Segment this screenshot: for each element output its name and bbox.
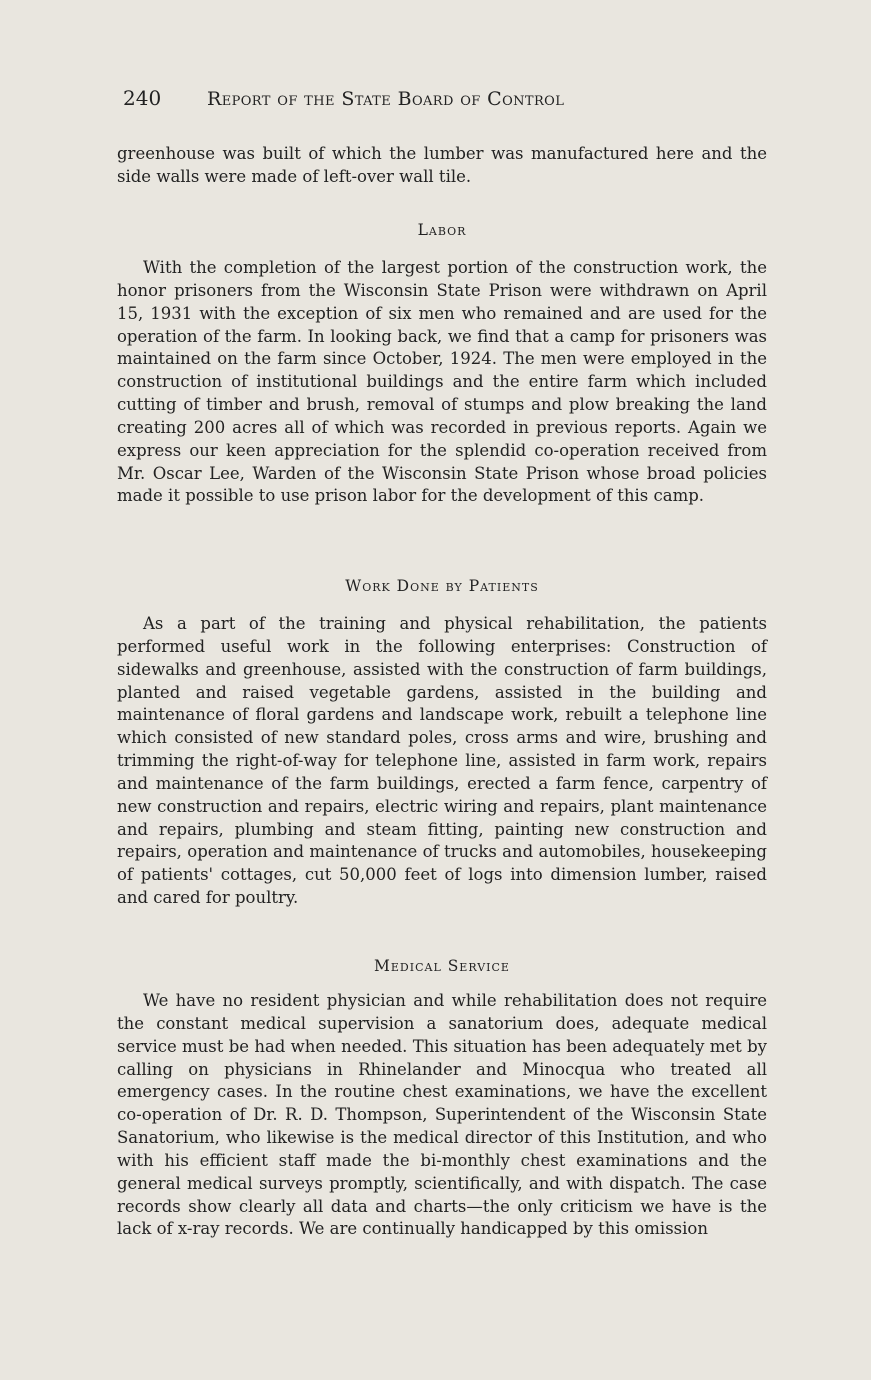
medical-heading: Medical Service: [374, 957, 510, 975]
medical-section: [117, 990, 767, 1241]
labor-heading: Labor: [417, 221, 467, 239]
page-header: [123, 86, 703, 116]
intro-paragraph: greenhouse was built of which the lumber was manufactured here and the side walls were made of left-over wall tile.: [117, 144, 767, 186]
intro-section: [117, 143, 767, 189]
work-done-paragraph: As a part of the training and physical rehabilitation, the patients performed useful work in the following enterprises: Construction of sidewalks and greenhouse, assisted with the construction of farm buildings, planted and raised vegetable gardens, assisted in the building and maintenance of floral gardens and landscape work, rebuilt a telephone line which consisted of new standard poles, cross arms and wire, brushing and trimming the right-of-way for telephone line, assisted in farm work, repairs and maintenance of the farm buildings, erected a farm fence, carpentry of new construction and repairs, electric wiring and repairs, plant maintenance and repairs, plumbing and steam fitting, painting new construction and repairs, operation and maintenance of trucks and automobiles, housekeeping of patients' cottages, cut 50,000 feet of logs into dimension lumber, raised and cared for poultry.: [117, 614, 767, 908]
work-done-section: [117, 613, 767, 910]
medical-paragraph: We have no resident physician and while rehabilitation does not require the constant medical supervision a sanatorium does, adequate medical service must be had when needed. This situation has been adequately met by calling on physicians in Rhinelander and Minocqua who treated all emergency cases. In the routine chest examinations, we have the excellent co-operation of Dr. R. D. Thompson, Superintendent of the Wisconsin State Sanatorium, who likewise is the medical director of this Institution, and who with his efficient staff made the bi-monthly chest examinations and the general medical surveys promptly, scientifically, and with dispatch. The case records show clearly all data and charts—the only criticism we have is the lack of x-ray records. We are continually handicapped by this omission: [117, 991, 767, 1239]
labor-section: [117, 257, 767, 508]
work-done-heading: Work Done by Patients: [345, 577, 539, 595]
labor-paragraph: With the completion of the largest portion of the construction work, the honor prisoners from the Wisconsin State Prison were withdrawn on April 15, 1931 with the exception of six men who remained and are used for the operation of the farm. In looking back, we find that a camp for prisoners was maintained on the farm since October, 1924. The men were employed in the construction of institutional buildings and the entire farm which included cutting of timber and brush, removal of stumps and plow breaking the land creating 200 acres all of which was recorded in previous reports. Again we express our keen appreciation for the splendid co-operation received from Mr. Oscar Lee, Warden of the Wisconsin State Prison whose broad policies made it possible to use prison labor for the development of this camp.: [117, 258, 767, 506]
running-title: Report of the State Board of Control: [207, 88, 565, 110]
page-number: 240: [123, 86, 162, 110]
